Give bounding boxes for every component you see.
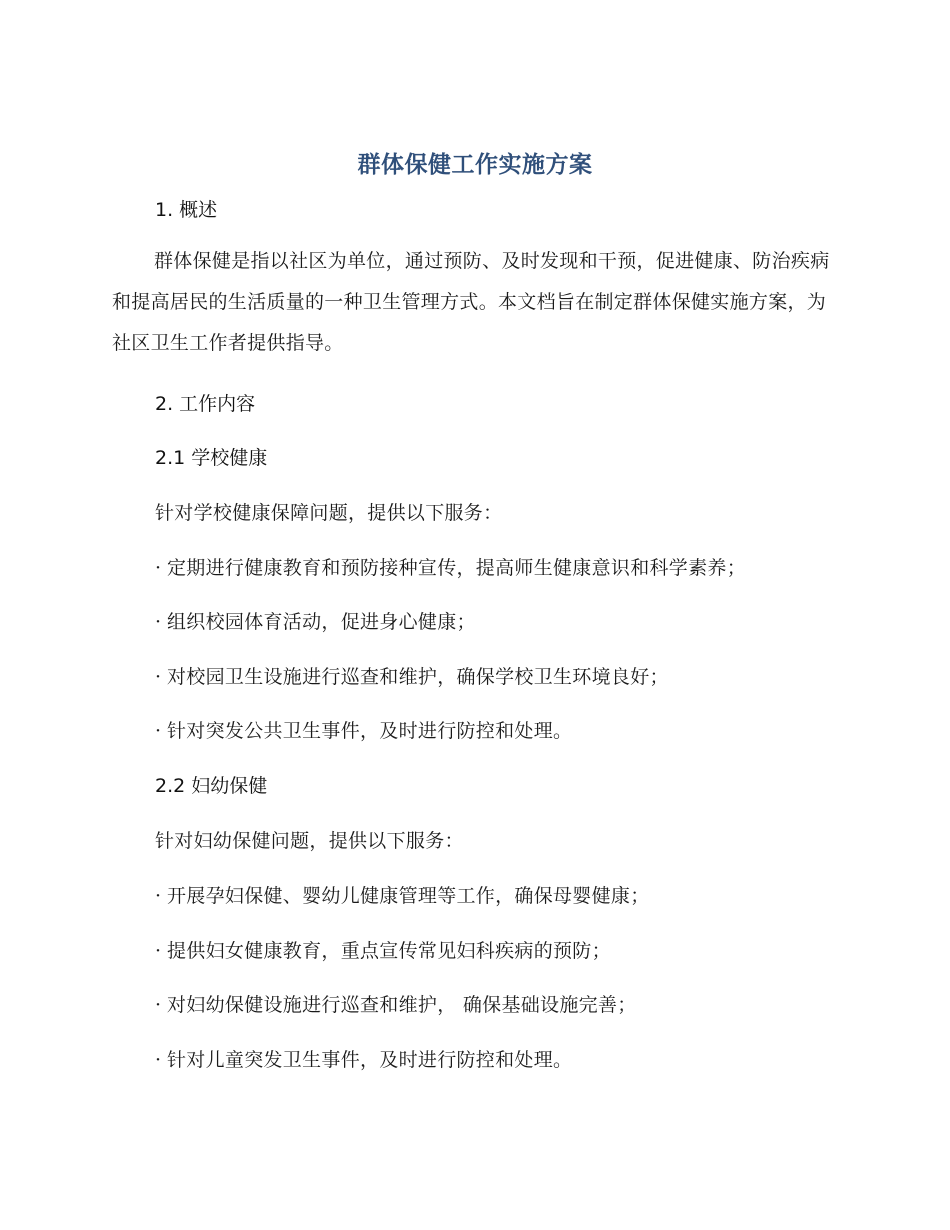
list-item-text: 对校园卫生设施进行巡查和维护，确保学校卫生环境良好； [167,666,669,688]
list-item [155,936,611,963]
maternal-child-intro: 针对妇幼保健问题，提供以下服务： [155,830,464,852]
section-heading-overview: 1. 概述 [155,199,218,221]
bullet-mark: · [155,994,162,1016]
list-item [155,716,572,743]
bullet-mark: · [155,940,162,962]
list-item-text: 组织校园体育活动，促进身心健康； [167,611,476,633]
bullet-mark: · [155,1049,162,1071]
list-item [155,990,637,1017]
school-health-intro: 针对学校健康保障问题，提供以下服务： [155,502,503,524]
subsection-heading-school-health: 2.1 学校健康 [155,447,268,469]
list-item [155,553,746,580]
document-title: 群体保健工作实施方案 [357,152,593,178]
list-item-text: 开展孕妇保健、婴幼儿健康管理等工作，确保母婴健康； [167,885,650,907]
list-item [155,607,476,634]
list-item [155,662,669,689]
list-item [155,1045,572,1072]
overview-paragraph: 群体保健是指以社区为单位，通过预防、及时发现和干预，促进健康、防治疾病和提高居民的生活质量的一种卫生管理方式。本文档旨在制定群体保健实施方案，为社区卫生工作者提供指导。 [112,250,830,354]
list-item-text: 对妇幼保健设施进行巡查和维护， 确保基础设施完善； [167,994,637,1016]
bullet-mark: · [155,557,162,579]
subsection-heading-maternal-child: 2.2 妇幼保健 [155,775,268,797]
list-item-text: 提供妇女健康教育，重点宣传常见妇科疾病的预防； [167,940,611,962]
list-item-text: 定期进行健康教育和预防接种宣传，提高师生健康意识和科学素养； [167,557,747,579]
list-item-text: 针对儿童突发卫生事件，及时进行防控和处理。 [167,1049,573,1071]
bullet-mark: · [155,666,162,688]
list-item [155,881,650,908]
bullet-mark: · [155,885,162,907]
list-item-text: 针对突发公共卫生事件，及时进行防控和处理。 [167,720,573,742]
bullet-mark: · [155,720,162,742]
section-heading-work-content: 2. 工作内容 [155,393,256,415]
bullet-mark: · [155,611,162,633]
